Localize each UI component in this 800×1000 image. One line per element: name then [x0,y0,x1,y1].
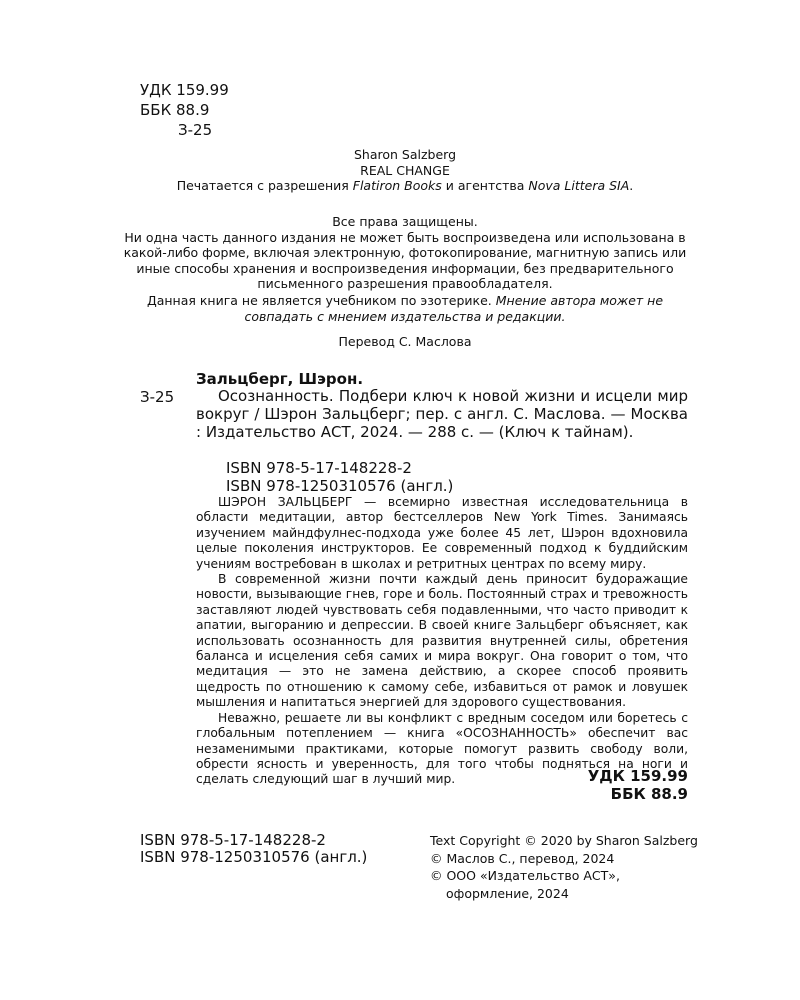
copyright-text: Text Copyright © 2020 by Sharon Salzberg [430,833,698,848]
footer-isbn-russian: ISBN 978-5-17-148228-2 [140,831,326,849]
annotation [196,495,688,788]
rights-text: Ни одна часть данного издания не может быть воспроизведена или использована в какой-либо форме, включая электронную, фотокопирование, магнитную запись или иные способы хранения и воспроизведения информации, без предварительного письменного разрешения правообладателя. [123,229,687,291]
catalog-mark: З-25 [140,388,175,406]
permission-prefix: Печатается с разрешения [176,178,353,193]
catalog-author-heading: Зальцберг, Шэрон. [196,370,364,388]
udk-code: УДК 159.99 [140,81,229,99]
disclaimer [120,293,690,324]
author-mark: З-25 [178,121,213,139]
bbk-code: ББК 88.9 [140,101,210,119]
udk-code-bottom: УДК 159.99 [587,767,688,785]
copyright-block [430,832,698,902]
original-author: Sharon Salzberg [353,147,457,162]
agency-name: Nova Littera SIA [528,178,630,193]
original-credits [120,147,690,194]
bibliographic-description: Осознанность. Подбери ключ к новой жизни и исцели мир вокруг / Шэрон Зальцберг; пер. с англ. С. Маслова. — Москва : Издательство АСТ, 2024. — 288 с. — (Ключ к тайнам). [196,387,688,441]
rights-heading: Все права защищены. [332,214,478,229]
footer-isbn-english: ISBN 978-1250310576 (англ.) [140,848,368,866]
bbk-code-bottom: ББК 88.9 [610,785,688,803]
translator-credit: Перевод С. Маслова [338,334,472,349]
permission-suffix: . [629,178,634,193]
permission-line [120,178,690,194]
copyright-publisher: © ООО «Издательство АСТ», [430,868,620,883]
classification-bottom [588,767,688,803]
publisher-name: Flatiron Books [352,178,442,193]
footer-isbn-block [140,832,367,866]
classification-block [140,80,229,140]
disclaimer-plain: Данная книга не является учебником по эзотерике. [146,293,496,308]
isbn-english: ISBN 978-1250310576 (англ.) [226,477,454,495]
annotation-paragraph: В современной жизни почти каждый день приносит будоражащие новости, вызывающие гнев, горе и боль. Постоянный страх и тревожность заставляют людей чувствовать себя подавленными, что часто приводит к апатии, выгоранию и депрессии. В своей книге Зальцберг объясняет, как использовать осознанность для развития внутренней силы, обретения баланса и исцеления себя самих и мира вокруг. Она говорит о том, что медитация — это не замена действию, а скорее способ проявить щедрость по отношению к самому себе, избавиться от рамок и ловушек мышления и напитаться энергией для здорового существования. [196,572,688,710]
rights-notice [120,214,690,292]
annotation-paragraph: Неважно, решаете ли вы конфликт с вредным соседом или боретесь с глобальным потеплением — книга «ОСОЗНАННОСТЬ» обеспечит вас незаменимыми практиками, которые помогут развить свободу воли, обрести ясность и уверенность, для того чтобы подняться на ноги и сделать следующий шаг в лучший мир. [196,710,688,787]
isbn-russian: ISBN 978-5-17-148228-2 [226,459,412,477]
original-title: REAL CHANGE [360,162,450,178]
copyright-design: оформление, 2024 [446,885,569,901]
copyright-translation: © Маслов С., перевод, 2024 [430,850,615,866]
permission-mid: и агентства [441,178,529,193]
annotation-paragraph: ШЭРОН ЗАЛЬЦБЕРГ — всемирно известная исследовательница в области медитации, автор бестселлеров New York Times. Занимаясь изучением майндфулнес-подхода уже более 45 лет, Шэрон вдохновила целые поколения инструкторов. Ее современный подход к буддийским учениям востребован в школах и ретритных центрах по всему миру. [196,495,688,571]
catalog-isbn-block [226,459,453,495]
disclaimer-italic: Мнение автора может не совпадать с мнением издательства и редакции. [244,293,664,324]
